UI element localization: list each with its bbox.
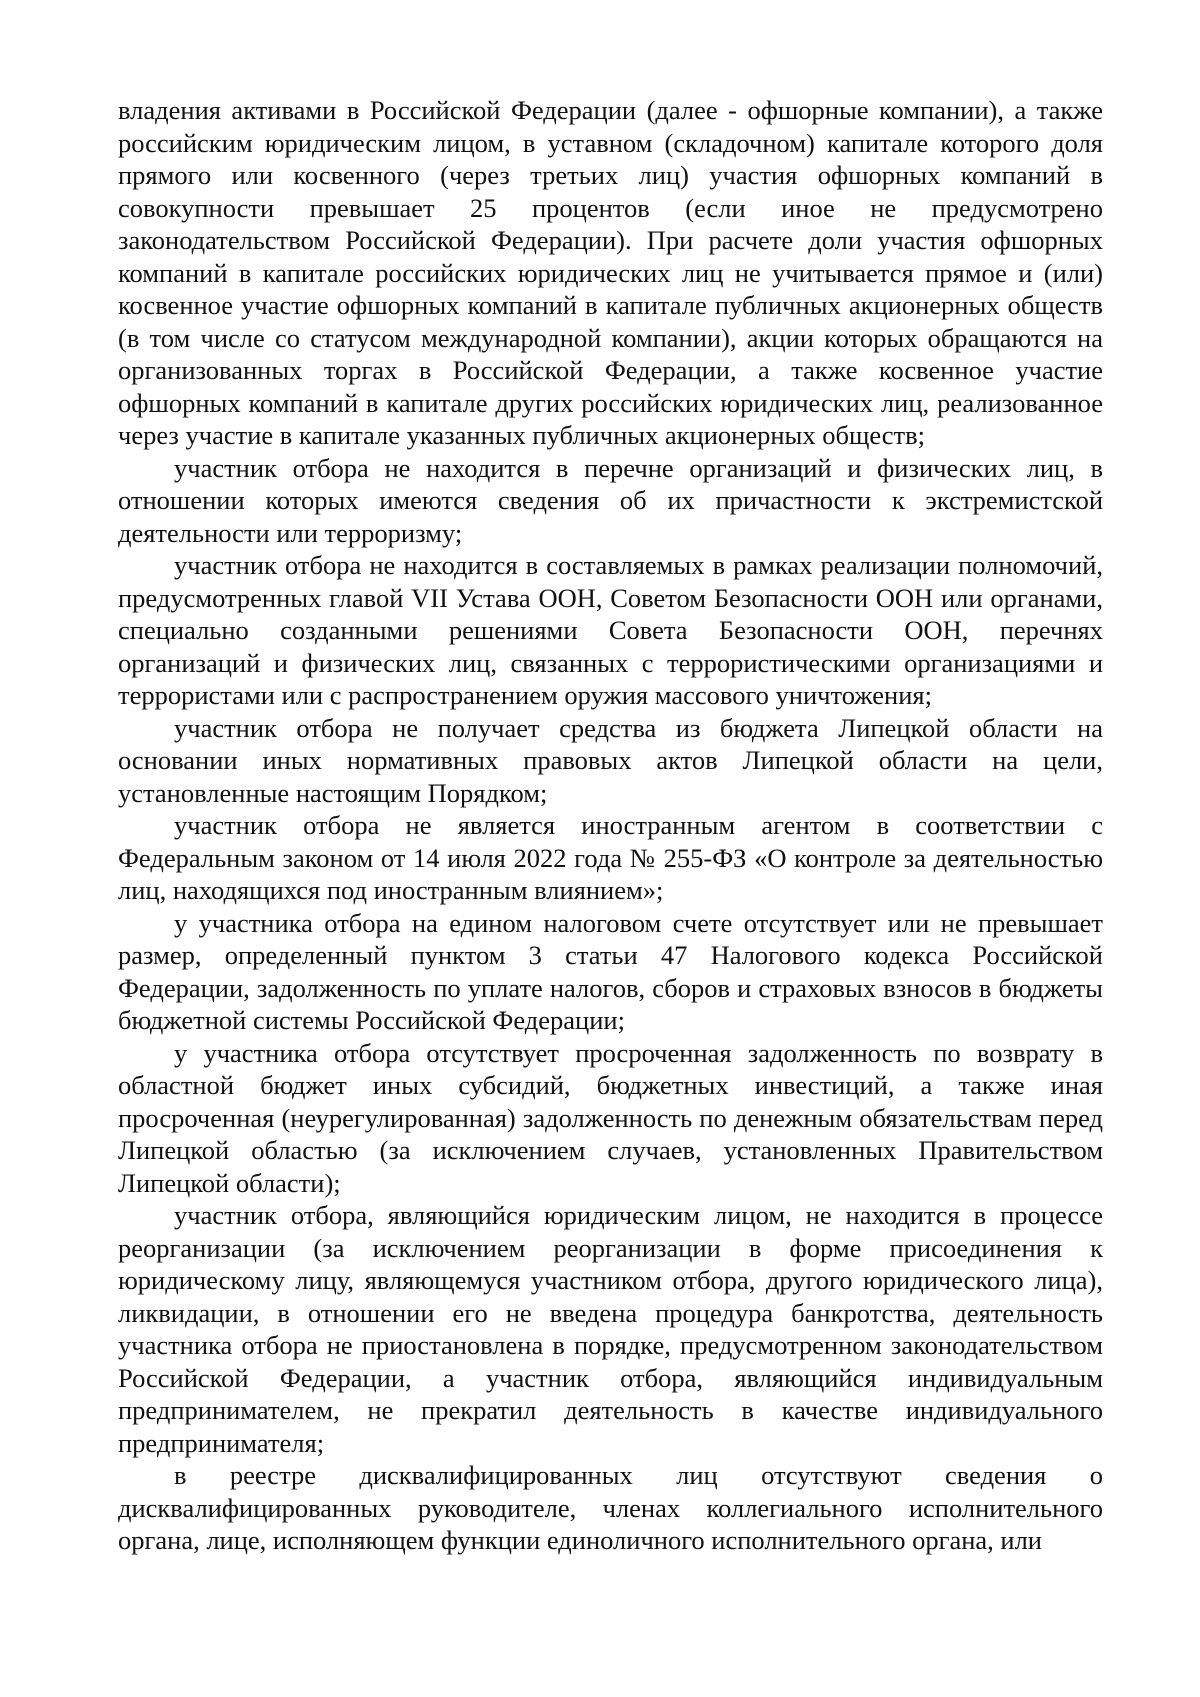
paragraph-un-sanctions-list: участник отбора не находится в составляемых в рамках реализации полномочий, предусмотренных главой VII Устава ООН, Советом Безопасности ООН или органами, специально созданными решениями Совета Безопасности ООН, перечнях организаций и физических лиц, связанных с террористическими организациями и террористами или с распространением оружия массового уничтожения; bbox=[118, 550, 1103, 710]
paragraph-budget-funds: участник отбора не получает средства из бюджета Липецкой области на основании иных нормативных правовых актов Липецкой области на цели, установленные настоящим Порядком; bbox=[118, 712, 1103, 808]
paragraph-tax-debt: у участника отбора на едином налоговом счете отсутствует или не превышает размер, определенный пунктом 3 статьи 47 Налогового кодекса Российской Федерации, задолженность по уплате налогов, сборов и страховых взносов в бюджеты бюджетной системы Российской Федерации; bbox=[118, 907, 1103, 1035]
paragraph-disqualified-persons: в реестре дисквалифицированных лиц отсутствуют сведения о дисквалифицированных руководителе, членах коллегиального исполнительного органа, лице, исполняющем функции единоличного исполнительного органа, или bbox=[118, 1460, 1103, 1555]
document-page bbox=[118, 94, 1103, 1557]
paragraph-extremism-list: участник отбора не находится в перечне организаций и физических лиц, в отношении которых имеются сведения об их причастности к экстремистской деятельности или терроризму; bbox=[118, 452, 1103, 548]
paragraph-overdue-debt: у участника отбора отсутствует просроченная задолженность по возврату в областной бюджет иных субсидий, бюджетных инвестиций, а также иная просроченная (неурегулированная) задолженность по денежным обязательствам перед Липецкой областью (за исключением случаев, установленных Правительством Липецкой области); bbox=[118, 1037, 1103, 1198]
paragraph-reorganization: участник отбора, являющийся юридическим лицом, не находится в процессе реорганизации (за исключением реорганизации в форме присоединения к юридическому лицу, являющемуся участником отбора, другого юридического лица), ликвидации, в отношении его не введена процедура банкротства, деятельность участника отбора не приостановлена в порядке, предусмотренном законодательством Российской Федерации, а участник отбора, являющийся индивидуальным предпринимателем, не прекратил деятельность в качестве индивидуального предпринимателя; bbox=[118, 1200, 1103, 1458]
paragraph-offshore-companies: владения активами в Российской Федерации (далее - офшорные компании), а также российским юридическим лицом, в уставном (складочном) капитале которого доля прямого или косвенного (через третьих лиц) участия офшорных компаний в совокупности превышает 25 процентов (если иное не предусмотрено законодательством Российской Федерации). При расчете доли участия офшорных компаний в капитале российских юридических лиц не учитывается прямое и (или) косвенное участие офшорных компаний в капитале публичных акционерных обществ (в том числе со статусом международной компании), акции которых обращаются на организованных торгах в Российской Федерации, а также косвенное участие офшорных компаний в капитале других российских юридических лиц, реализованное через участие в капитале указанных публичных акционерных обществ; bbox=[118, 95, 1103, 450]
paragraph-foreign-agent: участник отбора не является иностранным агентом в соответствии с Федеральным законом от 14 июля 2022 года № 255-ФЗ «О контроле за деятельностью лиц, находящихся под иностранным влиянием»; bbox=[118, 810, 1103, 905]
